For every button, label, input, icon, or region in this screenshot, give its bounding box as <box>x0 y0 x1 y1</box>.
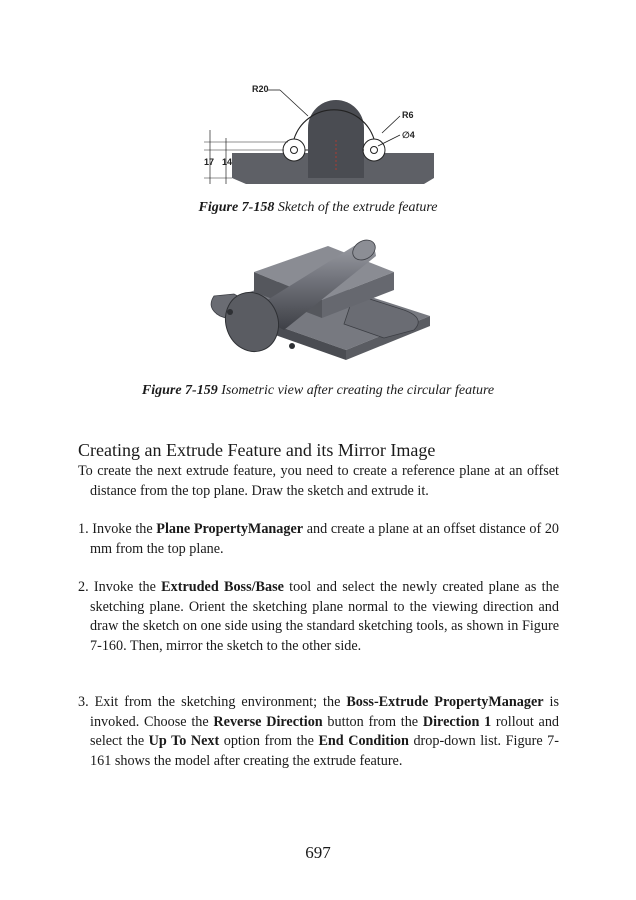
step-2-bold: Extruded Boss/Base <box>161 579 284 595</box>
step-3-text-3: rollout and select the <box>90 713 560 750</box>
leader-dia <box>378 135 400 146</box>
step-2-text: tool and select the newly created plane as the sketching plane. Orient the sketching plane normal to the viewing direction and draw the sketch on one side using the standard sketching tools, as shown in Figure 7-160. Then, mirror the sketch to the other side. <box>90 579 559 654</box>
step-3-bold-3: Direction 1 <box>422 713 492 730</box>
figure-7-158-sketch <box>196 78 446 184</box>
leader-r6 <box>382 116 400 133</box>
step-2 <box>78 578 559 656</box>
dim-diameter-label: ∅4 <box>402 130 415 140</box>
step-3-bold-5: End Condition <box>318 733 409 750</box>
step-3-bold-4: Up To Next <box>148 733 220 750</box>
step-3-bold-1: Boss-Extrude PropertyManager <box>346 694 544 710</box>
dim-r6-label: R6 <box>402 110 414 120</box>
dim-14-label: 14 <box>222 157 233 167</box>
step-3-prefix: 3. Exit from the sketching environment; the <box>78 694 347 710</box>
figure-7-159-caption <box>0 383 636 399</box>
right-lug <box>363 139 385 161</box>
step-3-text-5: drop-down list. Figure 7-161 shows the model after creating the extrude feature. <box>90 733 559 769</box>
step-3-bold-2: Reverse Direction <box>213 713 323 730</box>
step-3-text-4: option from the <box>219 733 319 750</box>
step-2-prefix: 2. Invoke the <box>78 579 162 595</box>
dim-17-label: 17 <box>204 157 215 167</box>
step-1-prefix: 1. Invoke the <box>78 521 157 537</box>
caption-label: Figure 7-159 <box>141 383 218 398</box>
dim-r20-label: R20 <box>252 84 269 94</box>
front-lug-hole-right <box>289 343 295 349</box>
leader-r20-b <box>280 90 308 116</box>
caption-label: Figure 7-158 <box>198 200 275 215</box>
section-heading: Creating an Extrude Feature and its Mirror Image <box>78 440 436 460</box>
front-lug-hole <box>227 309 233 315</box>
caption-text: Sketch of the extrude feature <box>274 200 438 215</box>
step-1 <box>78 520 559 559</box>
step-1-bold: Plane PropertyManager <box>156 521 304 537</box>
step-1-text: and create a plane at an offset distance of 20 mm from the top plane. <box>90 521 560 557</box>
page-number: 697 <box>305 843 331 862</box>
caption-text: Isometric view after creating the circular feature <box>217 383 495 398</box>
figure-7-159-isometric-model <box>204 234 436 368</box>
step-3-text-1: is invoked. Choose the <box>90 694 559 730</box>
intro-paragraph: To create the next extrude feature, you need to create a reference plane at an offset distance from the top plane. Draw the sketch and extrude it. <box>78 463 559 499</box>
figure-7-158-caption <box>0 200 636 216</box>
step-3 <box>78 693 559 771</box>
arch-profile <box>308 100 364 178</box>
step-3-text-2: button from the <box>322 713 423 730</box>
